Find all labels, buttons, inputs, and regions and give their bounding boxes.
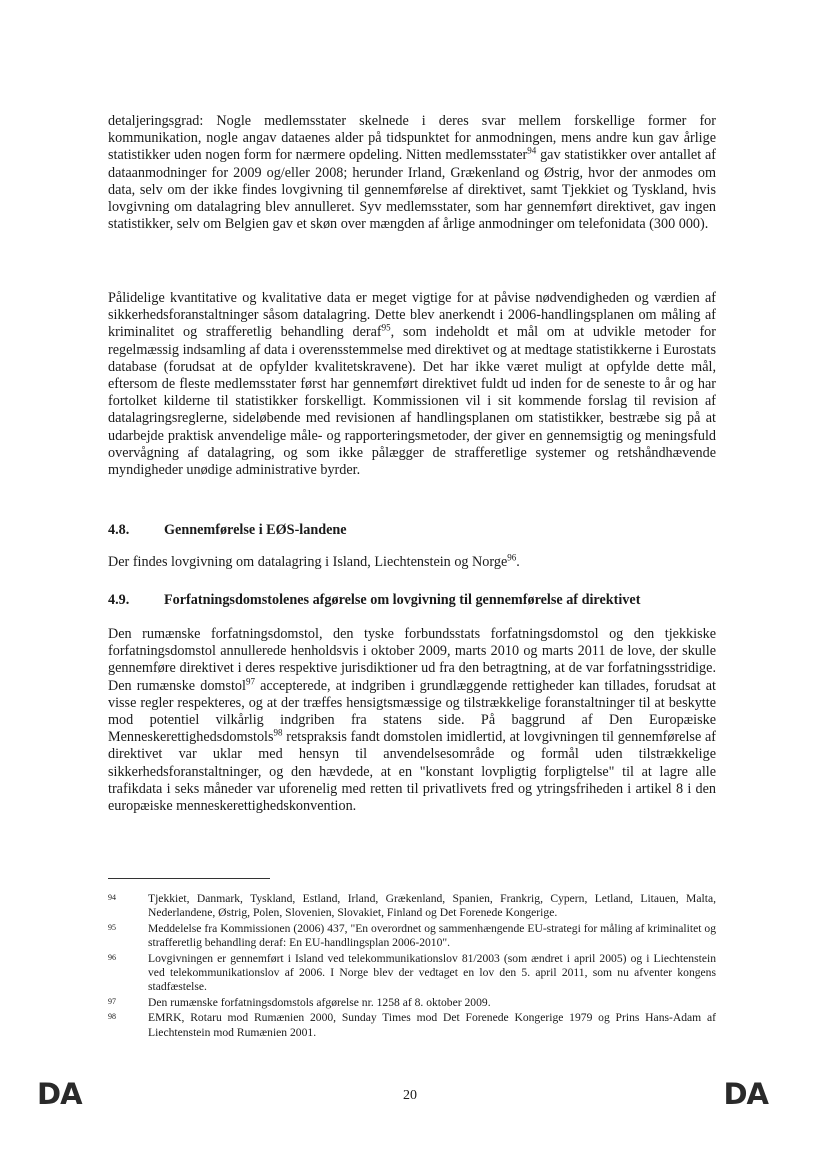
paragraph-text: . <box>516 554 520 570</box>
footnote-94 <box>108 892 716 921</box>
footnote-text: Tjekkiet, Danmark, Tyskland, Estland, Irland, Grækenland, Spanien, Frankrig, Cypern, Letland, Litauen, Malta, Nederlandene, Østrig, Polen, Slovenien, Slovakiet, Finland og Det Forenede Kongerige. <box>148 892 716 920</box>
footnote-number: 95 <box>108 922 116 932</box>
footnotes <box>108 892 716 1041</box>
paragraph-text: Der findes lovgivning om datalagring i Island, Liechtenstein og Norge <box>108 554 508 570</box>
footnote-ref-94[interactable]: 94 <box>527 145 537 156</box>
paragraph-text: Den rumænske forfatningsdomstol, den tyske forbundsstats forfatningsdomstol og den tjekkiske forfatningsdomstol annullerede henholdsvis i oktober 2009, marts 2010 og marts 2011 de love, der skulle gennemføre direktivet i deres respektive jurisdiktioner ud fra den betragtning, at de var forfatningsstridige. Den rumænske domstol <box>108 626 716 694</box>
paragraph-statistics-detail <box>108 113 716 233</box>
page-number: 20 <box>403 1088 417 1103</box>
section-heading-4-8 <box>108 522 728 539</box>
footnote-97 <box>108 996 716 1010</box>
footnote-number: 97 <box>108 996 116 1006</box>
language-code-left: DA <box>37 1077 82 1111</box>
footnote-95 <box>108 922 716 951</box>
paragraph-text: , som indeholdt et mål om at udvikle metoder for regelmæssig indsamling af data i overensstemmelse med direktivet og at medtage statistikkerne i Eurostats database (forudsat at de opfylder kvalitetskravene). Det har ikke været muligt at opfylde dette mål, eftersom de fleste medlemsstater først har gennemført direktivet fuldt ud inden for de seneste to år og har fortolket kilderne til statistikker forskelligt. Kommissionen vil i sit kommende forslag til revision af datalagringsreglerne, sideløbende med revisionen af handlingsplanen om statistikker, bestræbe sig på at udarbejde praktisk anvendelige måle- og rapporteringsmetoder, der giver en gennemsigtig og meningsfuld overvågning af datalagring, og som ikke pålægger de strafferetlige systemer og retshåndhævende myndigheder unødige administrative byrder. <box>108 324 716 479</box>
paragraph-text: detaljeringsgrad: Nogle medlemsstater skelnede i deres svar mellem forskellige former for kommunikation, nogle angav dataenes alder på tidspunktet for anmodningen, mens andre kun gav årlige statistikker uden nogen form for nærmere opdeling. Nitten medlemsstater <box>108 113 716 164</box>
section-number: 4.8. <box>108 522 130 538</box>
section-heading-4-9 <box>108 592 728 609</box>
section-title: Forfatningsdomstolenes afgørelse om lovgivning til gennemførelse af direktivet <box>164 592 641 608</box>
footnote-number: 96 <box>108 952 116 962</box>
footnote-text: Meddelelse fra Kommissionen (2006) 437, "En overordnet og sammenhængende EU-strategi for måling af kriminalitet og strafferetlig behandling deraf: En EU-handlingsplan 2006-2010". <box>148 921 716 950</box>
paragraph-text: retspraksis fandt domstolen imidlertid, at lovgivningen til gennemførelse af direktivet var uklar med hensyn til anvendelsesområde og formål uden tilstrækkelige sikkerhedsforanstaltninger, og den hævdede, at en "konstant lovpligtig forpligtelse" til at lagre alle trafikdata i seks måneder var uforenelig med retten til privatlivets fred og ytringsfriheden i artikel 8 i den europæiske menneskerettighedskonvention. <box>108 729 716 815</box>
footnote-96 <box>108 952 716 995</box>
footnote-ref-98[interactable]: 98 <box>273 727 283 738</box>
section-title: Gennemførelse i EØS-landene <box>164 522 347 538</box>
footnote-text: Lovgivningen er gennemført i Island ved telekommunikationslov 81/2003 (som ændret i april 2005) og i Liechtenstein ved telekommunikationslov af 2006. I Norge blev der vedtaget en lov den 5. april 2011, som nu afventer kongens stadfæstelse. <box>148 951 716 994</box>
footnote-98 <box>108 1011 716 1040</box>
footnote-number: 98 <box>108 1012 116 1022</box>
footnote-ref-96[interactable]: 96 <box>507 552 517 563</box>
paragraph-text: accepterede, at indgriben i grundlæggende rettigheder kan tillades, forudsat at visse regler respekteres, og at der træffes hensigtsmæssige og tilstrækkelige foranstaltninger til at beskytte mod potentiel vilkårlig indgriben fra statens side. På baggrund af Den Europæiske Menneskerettighedsdomstols <box>108 677 716 746</box>
language-code-right: DA <box>723 1077 768 1111</box>
paragraph-text: Pålidelige kvantitative og kvalitative data er meget vigtige for at påvise nødvendigheden og værdien af sikkerhedsforanstaltninger såsom datalagring. Dette blev anerkendt i 2006-handlingsplanen om måling af kriminalitet og strafferetlig behandling deraf <box>108 290 716 341</box>
paragraph-text: gav statistikker over antallet af dataanmodninger for 2009 og/eller 2008; herunder Irland, Grækenland og Østrig, hvor der anmodes om data, selv om der ikke findes lovgivning til gennemførelse af direktivet, samt Tjekkiet og Tyskland, hvis lovgivning om datalagring blev annulleret. Syv medlemsstater, som har gennemført direktivet, gav ingen statistikker, selv om Belgien gav et skøn over mængden af årlige anmodninger om telefonidata (300 000). <box>108 147 716 233</box>
footnote-text: Den rumænske forfatningsdomstols afgørelse nr. 1258 af 8. oktober 2009. <box>148 995 491 1009</box>
footnote-ref-97[interactable]: 97 <box>245 675 255 686</box>
paragraph-eea-legislation <box>108 554 716 571</box>
paragraph-reliable-data <box>108 290 716 479</box>
footnote-number: 94 <box>108 893 116 902</box>
footnote-ref-95[interactable]: 95 <box>381 322 391 333</box>
section-number: 4.9. <box>108 592 130 608</box>
paragraph-constitutional-courts <box>108 626 716 815</box>
footnote-text: EMRK, Rotaru mod Rumænien 2000, Sunday Times mod Det Forenede Kongerige 1979 og Prins Hans-Adam af Liechtenstein mod Rumænien 2001. <box>148 1011 716 1039</box>
footnote-separator <box>108 878 270 879</box>
